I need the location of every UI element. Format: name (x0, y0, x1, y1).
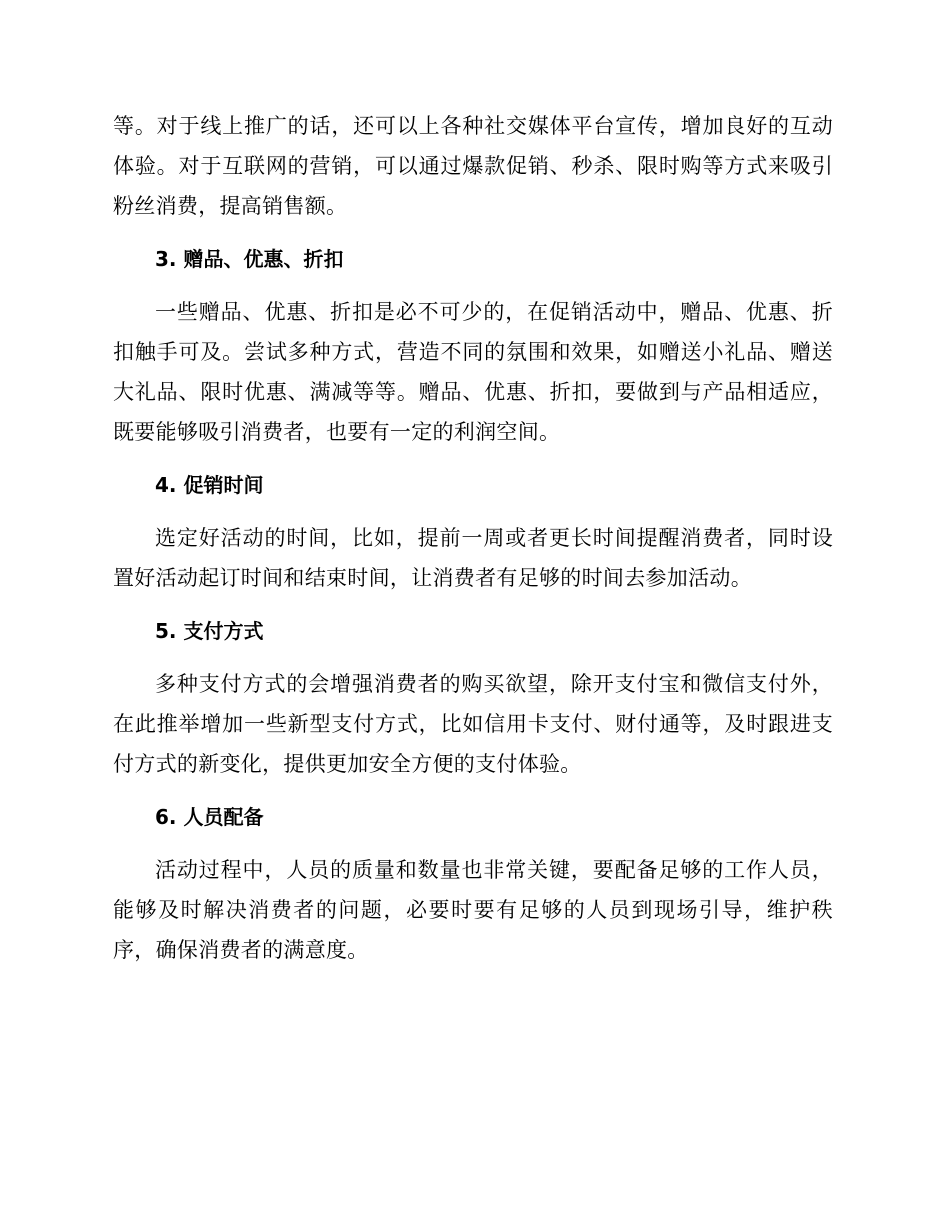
section-paragraph-gifts-discounts: 一些赠品、优惠、折扣是必不可少的，在促销活动中，赠品、优惠、折扣触手可及。尝试多种方式，营造不同的氛围和效果，如赠送小礼品、赠送大礼品、限时优惠、满减等等。赠品、优惠、折扣，要做到与产品相适应，既要能够吸引消费者，也要有一定的利润空间。 (113, 300, 833, 444)
section-paragraph-staffing: 活动过程中，人员的质量和数量也非常关键，要配备足够的工作人员，能够及时解决消费者的问题，必要时要有足够的人员到现场引导，维护秩序，确保消费者的满意度。 (113, 858, 833, 962)
section-paragraph-payment-methods: 多种支付方式的会增强消费者的购买欲望，除开支付宝和微信支付外，在此推举增加一些新型支付方式，比如信用卡支付、财付通等，及时跟进支付方式的新变化，提供更加安全方便的支付体验。 (113, 672, 833, 776)
section-paragraph-promotion-time: 选定好活动的时间，比如，提前一周或者更长时间提醒消费者，同时设置好活动起订时间和结束时间，让消费者有足够的时间去参加活动。 (113, 526, 833, 590)
section-heading-gifts-discounts: 3. 赠品、优惠、折扣 (155, 247, 344, 271)
section-heading-promotion-time: 4. 促销时间 (155, 473, 264, 497)
section-heading-payment-methods: 5. 支付方式 (155, 619, 264, 643)
document-body (113, 106, 833, 970)
intro-paragraph: 等。对于线上推广的话，还可以上各种社交媒体平台宣传，增加良好的互动体验。对于互联网的营销，可以通过爆款促销、秒杀、限时购等方式来吸引粉丝消费，提高销售额。 (113, 114, 833, 218)
section-heading-staffing: 6. 人员配备 (155, 805, 264, 829)
